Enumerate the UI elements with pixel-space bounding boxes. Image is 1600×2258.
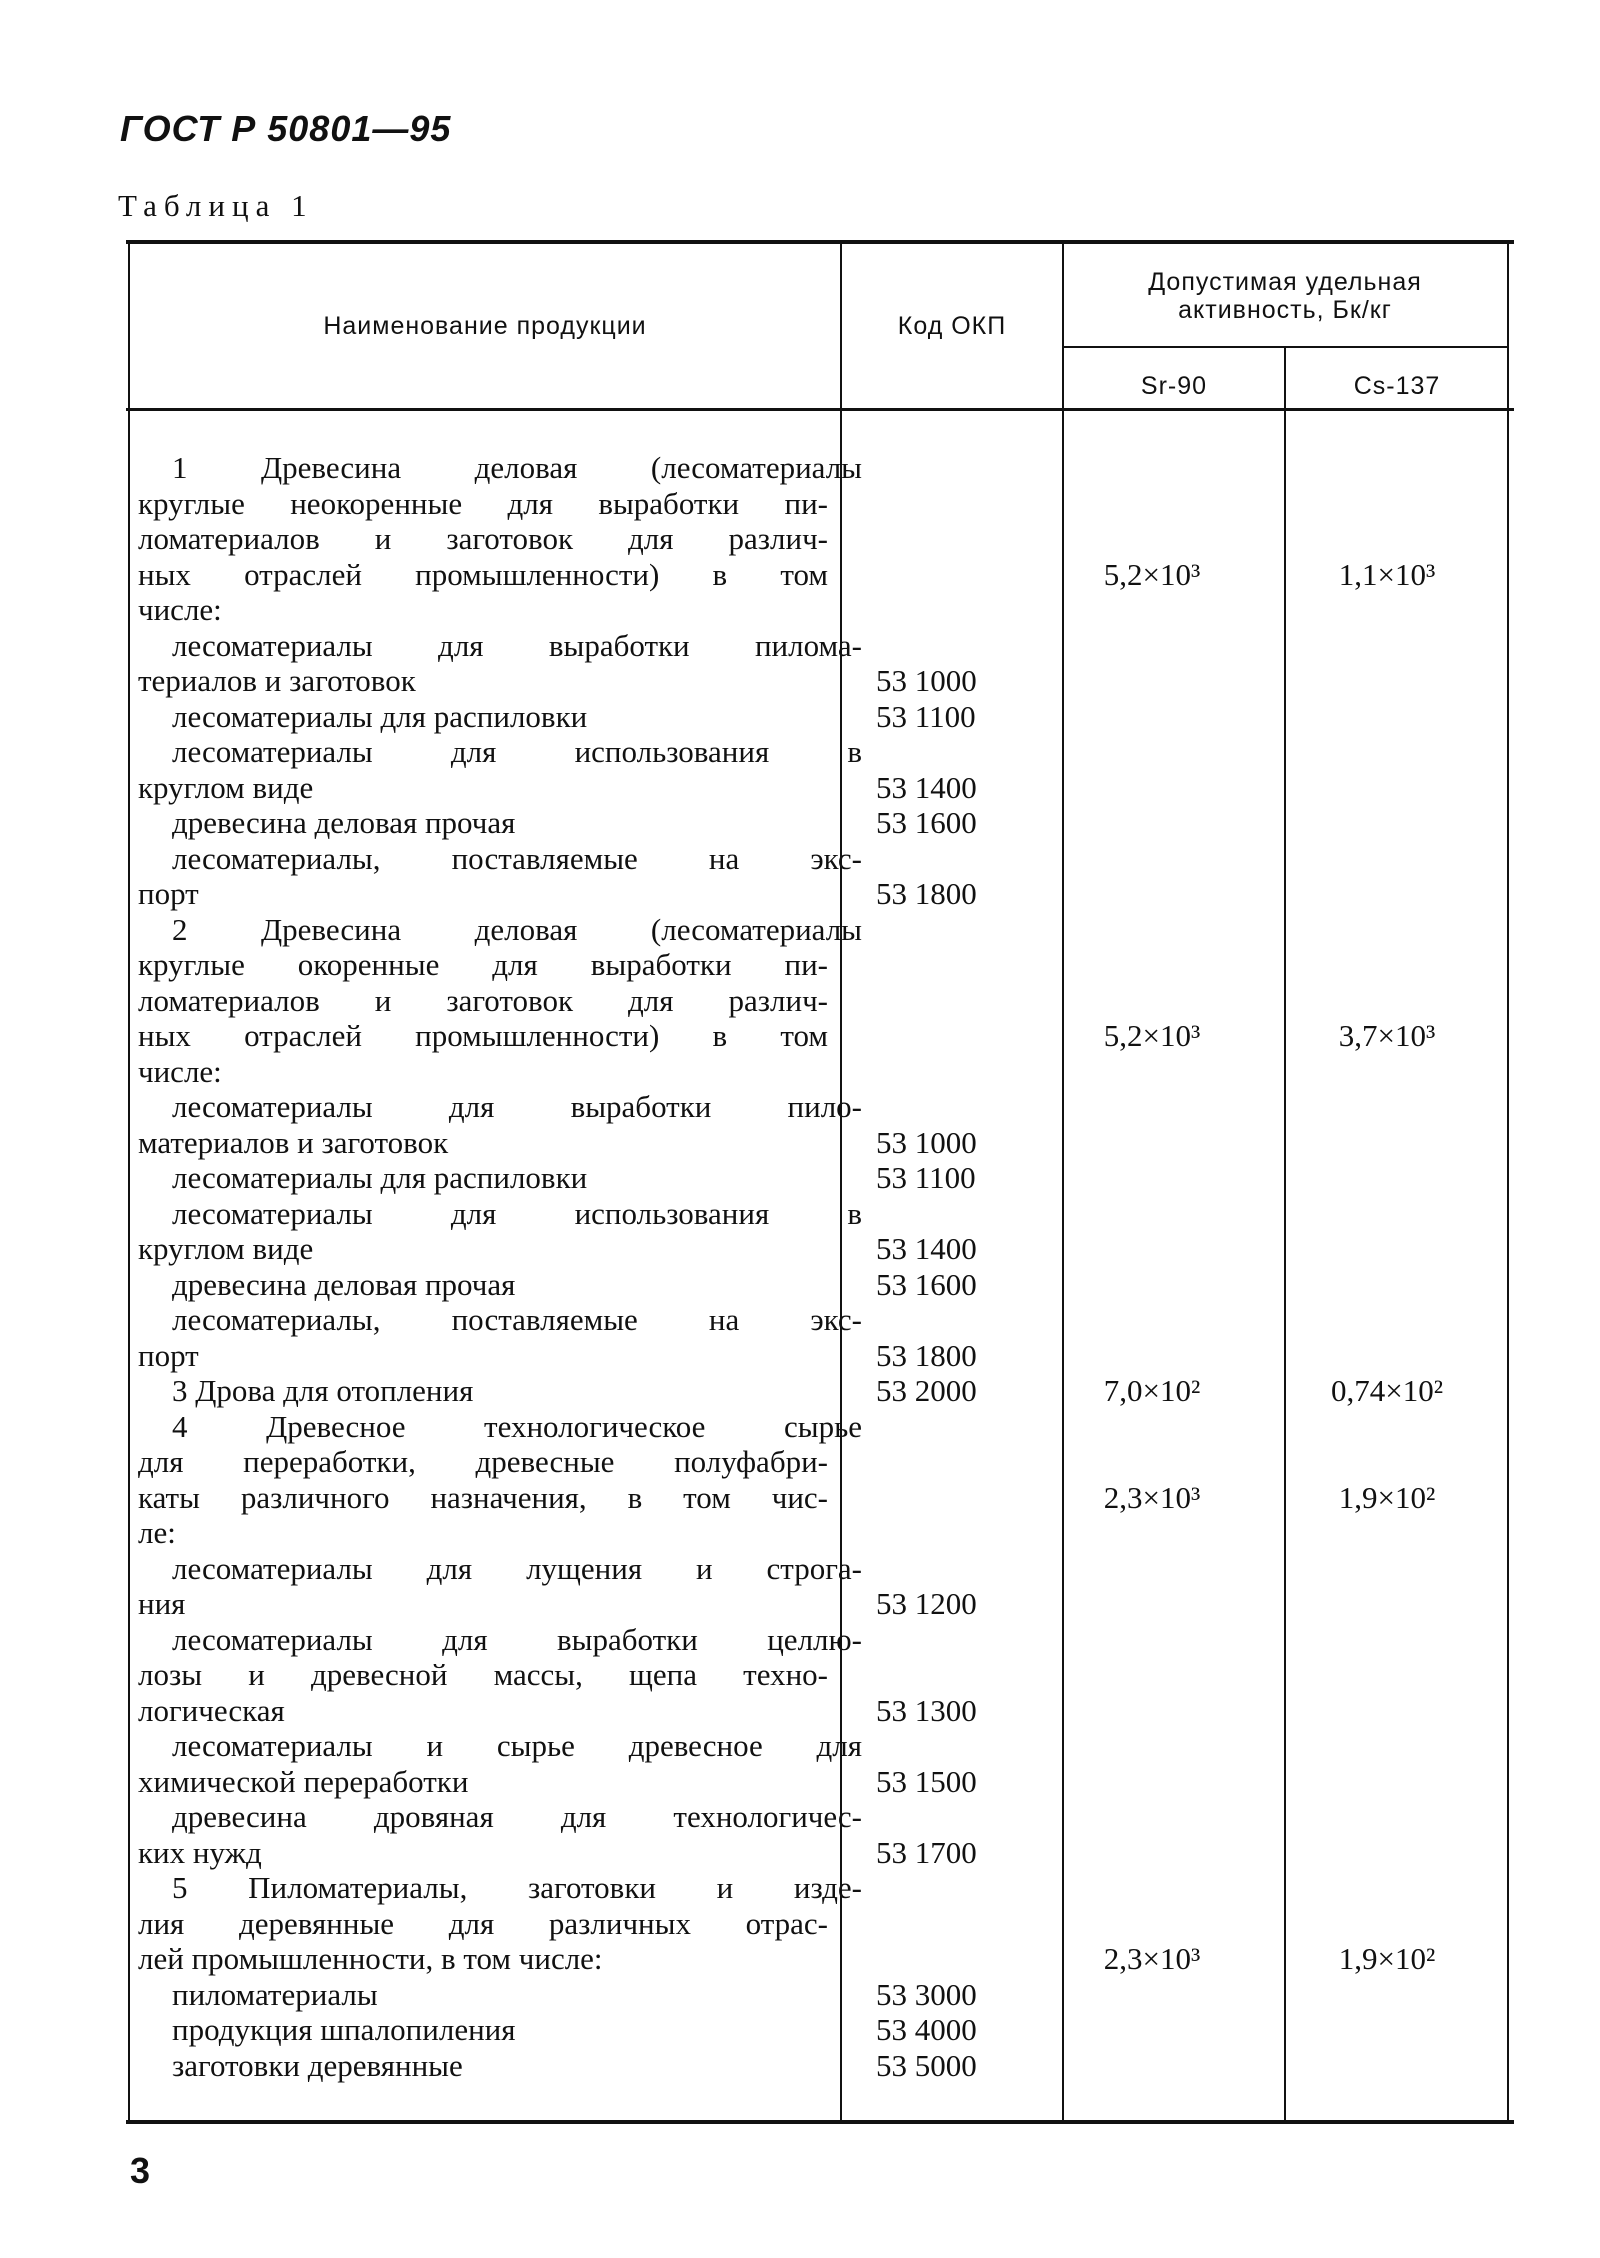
cell-code: 53 4000: [876, 2012, 977, 2047]
table-row: [0, 1586, 1600, 1622]
cell-name: заготовки деревянные: [172, 2047, 463, 2083]
cell-sr: 5,2×10³: [1103, 556, 1201, 592]
table-row: [0, 1267, 1600, 1303]
header-code: Код ОКП: [897, 312, 1007, 340]
document-title: ГОСТ Р 50801—95: [120, 108, 452, 149]
cell-code: 53 3000: [876, 1976, 977, 2012]
cell-name: ных отраслей промышленности) в том: [138, 1018, 828, 1053]
table-row: [0, 592, 1600, 628]
cell-sr: 2,3×10³: [1103, 1479, 1201, 1515]
table-row: [0, 770, 1600, 806]
cell-code: 53 1000: [876, 663, 977, 698]
table-row: [0, 1622, 1600, 1658]
table-row: [0, 1941, 1600, 1977]
table-row: [0, 1409, 1600, 1445]
table-row: [0, 1799, 1600, 1835]
table-row: [0, 805, 1600, 841]
cell-code: 53 2000: [876, 1373, 977, 1408]
cell-name: круглом виде: [138, 1231, 314, 1266]
table-row: [0, 1302, 1600, 1338]
cell-code: 53 1700: [876, 1834, 977, 1870]
cell-code: 53 5000: [876, 2047, 977, 2083]
table-row: [0, 734, 1600, 770]
table-row: [0, 1160, 1600, 1196]
cell-name: логическая: [138, 1692, 285, 1728]
cell-code: 53 1500: [876, 1763, 977, 1799]
table-row: [0, 1231, 1600, 1267]
cell-name: 3 Дрова для отопления: [172, 1373, 474, 1408]
table-row: [0, 947, 1600, 983]
cell-code: 53 1000: [876, 1124, 977, 1160]
table-row: [0, 1054, 1600, 1090]
cell-name: лесоматериалы, поставляемые на экс-: [172, 1302, 862, 1337]
cell-code: 53 1400: [876, 1231, 977, 1266]
table-row: [0, 1196, 1600, 1232]
cell-name: ния: [138, 1586, 186, 1621]
cell-name: 4 Древесное технологическое сырье: [172, 1408, 862, 1444]
cell-name: лесоматериалы и сырье древесное для: [172, 1728, 862, 1763]
cell-name: материалов и заготовок: [138, 1124, 449, 1160]
table-top-rule: [126, 240, 1514, 244]
cell-code: 53 1400: [876, 769, 977, 805]
cell-sr: 5,2×10³: [1103, 1018, 1201, 1053]
table-row: [0, 876, 1600, 912]
table-row: [0, 1338, 1600, 1374]
cell-name: ных отраслей промышленности) в том: [138, 556, 828, 592]
table-row: [0, 1373, 1600, 1409]
table-row: [0, 1870, 1600, 1906]
table-row: [0, 983, 1600, 1019]
cell-name: порт: [138, 876, 199, 911]
cell-name: териалов и заготовок: [138, 663, 416, 698]
page-number: 3: [130, 2150, 151, 2191]
table-row: [0, 1728, 1600, 1764]
table-row: [0, 2012, 1600, 2048]
cell-sr: 7,0×10²: [1103, 1373, 1201, 1408]
cell-name: лесоматериалы для выработки пилома-: [172, 627, 862, 663]
cell-name: лесоматериалы для распиловки: [172, 1160, 588, 1195]
table-row: [0, 1906, 1600, 1942]
cell-name: каты различного назначения, в том чис-: [138, 1479, 828, 1515]
table-row: [0, 1977, 1600, 2013]
table-row: [0, 1657, 1600, 1693]
table-row: [0, 663, 1600, 699]
table-label: Таблица 1: [118, 188, 314, 223]
table-row: [0, 628, 1600, 664]
table-body: [0, 450, 1600, 2083]
table-row: [0, 1480, 1600, 1516]
table-row: [0, 1515, 1600, 1551]
cell-name: лесоматериалы для распиловки: [172, 698, 588, 734]
cell-name: ломатериалов и заготовок для различ-: [138, 521, 828, 556]
cell-name: круглом виде: [138, 769, 314, 805]
cell-name: древесина деловая прочая: [172, 805, 516, 840]
cell-name: 5 Пиломатериалы, заготовки и изде-: [172, 1870, 862, 1905]
table-row: [0, 1693, 1600, 1729]
cell-cs: 1,9×10²: [1338, 1479, 1436, 1515]
cell-name: круглые окоренные для выработки пи-: [138, 947, 828, 982]
table-row: [0, 450, 1600, 486]
cell-code: 53 1600: [876, 805, 977, 840]
cell-cs: 0,74×10²: [1330, 1373, 1444, 1408]
cell-name: порт: [138, 1337, 199, 1373]
cell-name: лия деревянные для различных отрас-: [138, 1905, 828, 1941]
cell-cs: 3,7×10³: [1338, 1018, 1436, 1053]
table-row: [0, 841, 1600, 877]
cell-name: лесоматериалы для выработки целлю-: [172, 1621, 862, 1657]
header-name: Наименование продукции: [323, 312, 647, 340]
table-bottom-rule: [126, 2120, 1514, 2124]
table-row: [0, 486, 1600, 522]
cell-code: 53 1200: [876, 1586, 977, 1621]
cell-name: лесоматериалы для использования в: [172, 1195, 862, 1231]
cell-name: лесоматериалы для выработки пило-: [172, 1089, 862, 1124]
cell-name: 2 Древесина деловая (лесоматериалы: [172, 911, 862, 947]
cell-name: продукция шпалопиления: [172, 2012, 516, 2047]
cell-name: ких нужд: [138, 1834, 262, 1870]
table-row: [0, 1551, 1600, 1587]
cell-sr: 2,3×10³: [1103, 1941, 1201, 1976]
table-row: [0, 699, 1600, 735]
table-row: [0, 1018, 1600, 1054]
header-bottom-rule: [126, 408, 1514, 411]
cell-name: лесоматериалы для лущения и строга-: [172, 1550, 862, 1586]
header-cs: Cs-137: [1353, 372, 1441, 400]
table-row: [0, 1125, 1600, 1161]
table-row: [0, 1089, 1600, 1125]
cell-name: числе:: [138, 592, 222, 627]
cell-cs: 1,1×10³: [1338, 556, 1436, 592]
cell-name: лесоматериалы, поставляемые на экс-: [172, 840, 862, 876]
cell-code: 53 1800: [876, 876, 977, 911]
cell-name: древесина деловая прочая: [172, 1266, 516, 1302]
cell-name: лозы и древесной массы, щепа техно-: [138, 1657, 828, 1692]
cell-name: числе:: [138, 1053, 222, 1089]
table-row: [0, 1764, 1600, 1800]
cell-name: ломатериалов и заготовок для различ-: [138, 982, 828, 1018]
cell-name: древесина дровяная для технологичес-: [172, 1799, 862, 1834]
cell-name: пиломатериалы: [172, 1976, 378, 2012]
cell-code: 53 1800: [876, 1337, 977, 1373]
cell-name: лей промышленности, в том числе:: [138, 1941, 603, 1976]
cell-cs: 1,9×10²: [1338, 1941, 1436, 1976]
cell-code: 53 1600: [876, 1266, 977, 1302]
header-sr: Sr-90: [1140, 372, 1208, 400]
table-row: [0, 2048, 1600, 2084]
cell-name: для переработки, древесные полуфабри-: [138, 1444, 828, 1479]
cell-code: 53 1100: [876, 698, 976, 734]
table-row: [0, 521, 1600, 557]
cell-name: круглые неокоренные для выработки пи-: [138, 485, 828, 521]
cell-name: ле:: [138, 1515, 176, 1550]
table-row: [0, 912, 1600, 948]
table-row: [0, 1444, 1600, 1480]
header-activity: Допустимая удельная активность, Бк/кг: [1148, 268, 1422, 324]
cell-code: 53 1100: [876, 1160, 976, 1195]
cell-code: 53 1300: [876, 1692, 977, 1728]
cell-name: лесоматериалы для использования в: [172, 734, 862, 769]
cell-name: химической переработки: [138, 1763, 469, 1799]
table-row: [0, 557, 1600, 593]
table-row: [0, 1835, 1600, 1871]
cell-name: 1 Древесина деловая (лесоматериалы: [172, 450, 862, 485]
